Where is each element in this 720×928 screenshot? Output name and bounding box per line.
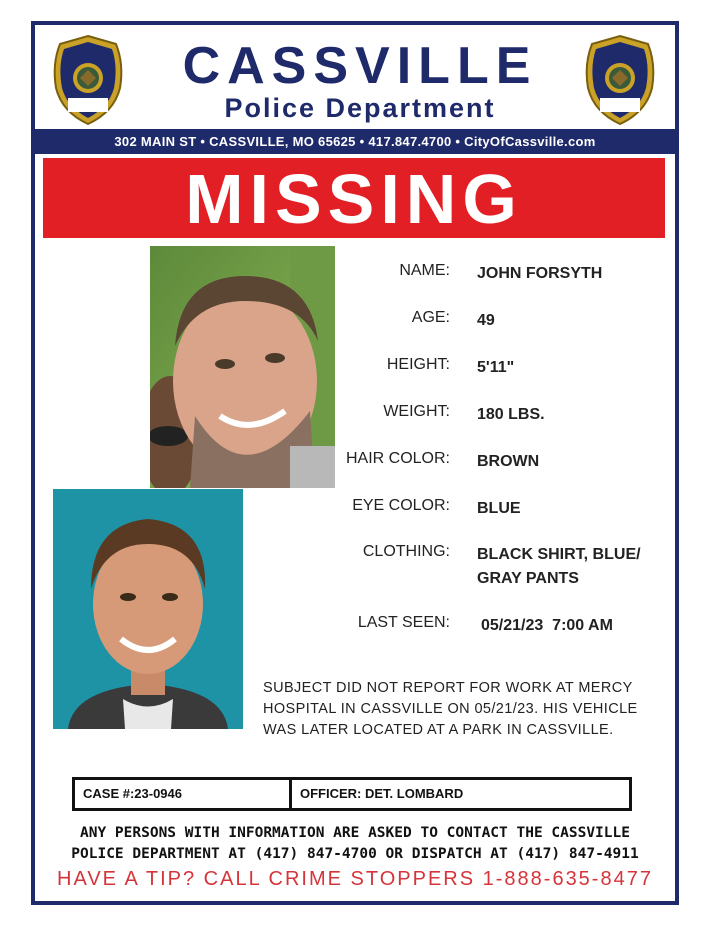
detail-value: 180 LBS. [477, 406, 545, 423]
detail-label: LAST SEEN: [357, 614, 450, 631]
case-number: CASE #:23-0946 [75, 780, 292, 808]
detail-label: WEIGHT: [383, 403, 450, 420]
contact-instructions [40, 823, 670, 865]
missing-banner: MISSING [43, 158, 665, 238]
detail-value: 5'11" [477, 359, 515, 376]
police-badge-icon [50, 34, 126, 126]
case-info-box [72, 777, 632, 811]
detail-label: CLOTHING: [362, 543, 450, 560]
contact-line-1: ANY PERSONS WITH INFORMATION ARE ASKED TO CONTACT THE CASSVILLE [80, 825, 630, 841]
officer-name: OFFICER: DET. LOMBARD [300, 786, 464, 801]
police-badge-icon [582, 34, 658, 126]
detail-value: BROWN [477, 453, 540, 470]
detail-value: BLACK SHIRT, BLUE/ GRAY PANTS [477, 546, 641, 587]
contact-line-2: POLICE DEPARTMENT AT (417) 847-4700 OR DISPATCH AT (417) 847-4911 [71, 846, 639, 862]
department-city-title: CASSVILLE [182, 37, 538, 95]
incident-description: SUBJECT DID NOT REPORT FOR WORK AT MERCY HOSPITAL IN CASSVILLE ON 05/21/23. HIS VEHICLE WAS LATER LOCATED AT A PARK IN CASSVILLE. [263, 680, 638, 738]
detail-label: EYE COLOR: [352, 497, 450, 514]
subject-photo-id [53, 489, 243, 729]
detail-label: HAIR COLOR: [345, 450, 450, 467]
detail-value: JOHN FORSYTH [477, 265, 603, 282]
address-bar: 302 MAIN ST • CASSVILLE, MO 65625 • 417.847.4700 • CityOfCassville.com [35, 129, 675, 154]
crime-stoppers-tip-line: HAVE A TIP? CALL CRIME STOPPERS 1-888-635-8477 [57, 868, 653, 890]
detail-value: BLUE [477, 500, 521, 517]
detail-label: HEIGHT: [386, 356, 450, 373]
detail-label: AGE: [411, 309, 450, 326]
department-subtitle: Police Department [224, 93, 496, 123]
detail-value: 05/21/23 7:00 AM [481, 617, 613, 634]
detail-label: NAME: [399, 262, 450, 279]
detail-value: 49 [477, 312, 495, 329]
